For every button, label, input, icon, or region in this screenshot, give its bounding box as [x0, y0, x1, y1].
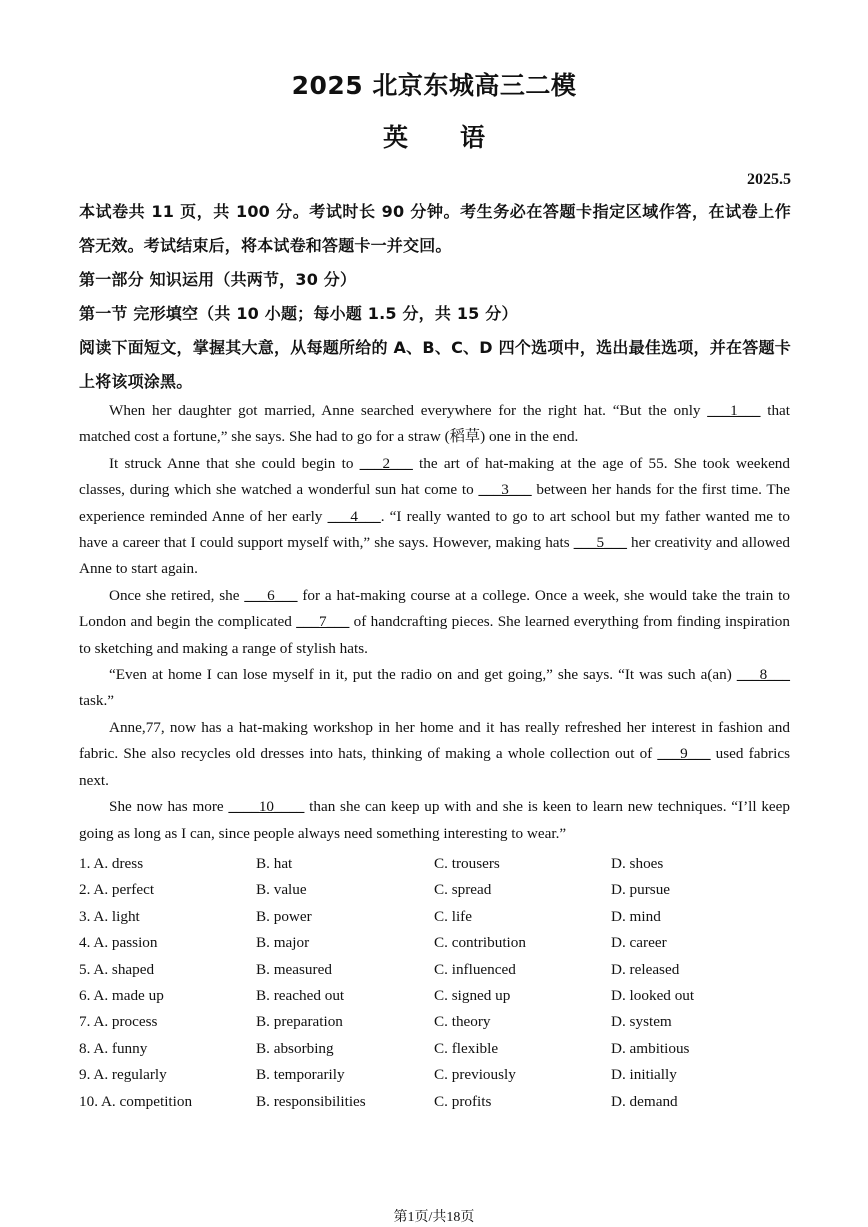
option-c: C. theory	[434, 1013, 491, 1031]
option-d: D. mind	[611, 907, 661, 925]
option-b: B. absorbing	[256, 1039, 334, 1057]
option-row	[79, 1062, 790, 1088]
option-a: 10. A. competition	[79, 1092, 193, 1110]
blank-3: ___3___	[478, 481, 532, 499]
option-c: C. life	[434, 907, 472, 925]
option-b: B. temporarily	[256, 1066, 345, 1084]
option-a: 8. A. funny	[79, 1039, 148, 1057]
option-c: C. signed up	[434, 986, 511, 1004]
option-a: 6. A. made up	[79, 986, 164, 1004]
option-c: C. trousers	[434, 855, 500, 872]
option-d: D. demand	[611, 1092, 678, 1110]
passage-paragraph: She now has more ____10____ than she can keep up with and she is keen to learn new techniques. “I’ll keep going as long as I can, since people always need something interesting to wear.”	[79, 798, 791, 842]
exam-note: 本试卷共 11 页，共 100 分。考试时长 90 分钟。考生务必在答题卡指定区域作答，在试卷上作答无效。考试结束后，将本试卷和答题卡一并交回。	[79, 202, 791, 255]
exam-date: 2025.5	[747, 171, 791, 188]
blank-2: ___2___	[359, 454, 413, 472]
option-d: D. pursue	[611, 881, 671, 899]
passage-paragraph: When her daughter got married, Anne searched everywhere for the right hat. “But the only ___1___ that matched cost a fortune,” she says. She had to go for a straw (稻草) one in the end.	[79, 402, 790, 446]
option-c: C. flexible	[434, 1039, 499, 1057]
instructions-block	[79, 195, 791, 399]
option-row	[79, 1089, 790, 1115]
blank-9: ___9___	[657, 745, 711, 763]
option-a: 7. A. process	[79, 1013, 158, 1031]
option-b: B. power	[256, 907, 312, 925]
cloze-passage	[79, 398, 790, 847]
directions: 阅读下面短文，掌握其大意，从每题所给的 A、B、C、D 四个选项中，选出最佳选项，并在答题卡上将该项涂黑。	[79, 338, 791, 391]
option-row	[79, 904, 790, 930]
blank-4: ___4___	[327, 507, 381, 525]
passage-paragraph: Once she retired, she ___6___ for a hat-making course at a college. Once a week, she would take the train to London and begin the complicated ___7___ of handcrafting pieces. She learned everything from finding inspiration to sketching and making a range of stylish hats.	[79, 586, 791, 657]
option-row	[79, 1009, 790, 1035]
option-d: D. initially	[611, 1066, 677, 1084]
option-a: 1. A. dress	[79, 855, 144, 872]
blank-7: ___7___	[296, 613, 350, 631]
option-row	[79, 1036, 790, 1062]
passage-paragraph: Anne,77, now has a hat-making workshop in her home and it has really refreshed her interest in fashion and fabric. She also recycles old dresses into hats, thinking of making a whole collection out of ___9___ used fabrics next.	[79, 718, 790, 789]
option-d: D. released	[611, 960, 680, 978]
options-table	[79, 851, 790, 1115]
option-c: C. contribution	[434, 934, 526, 952]
blank-5: ___5___	[573, 534, 627, 552]
passage-paragraph: “Even at home I can lose myself in it, put the radio on and get going,” she says. “It was such a(an) ___8___ task.”	[79, 666, 790, 710]
option-d: D. system	[611, 1013, 672, 1031]
option-b: B. responsibilities	[256, 1092, 366, 1110]
option-row	[79, 877, 790, 903]
option-a: 3. A. light	[79, 907, 140, 925]
option-row	[79, 983, 790, 1009]
option-c: C. spread	[434, 881, 492, 899]
option-b: B. measured	[256, 960, 332, 978]
subject-title: 英语	[382, 123, 537, 152]
blank-1: ___1___	[707, 402, 761, 419]
option-c: C. previously	[434, 1066, 516, 1084]
blank-10: ____10____	[228, 798, 305, 816]
page-number: 第1页/共18页	[393, 1210, 475, 1225]
option-row	[79, 851, 790, 877]
option-a: 5. A. shaped	[79, 960, 155, 978]
option-b: B. hat	[256, 855, 293, 872]
passage-paragraph: It struck Anne that she could begin to ___2___ the art of hat-making at the age of 55. She took weekend classes, during which she watched a wonderful sun hat come to ___3___ between her hands for the first time. The experience reminded Anne of her early ___4___. “I really wanted to go to art school but my father wanted me to have a career that I could support myself with,” she says. However, making hats ___5___ her creativity and allowed Anne to start again.	[79, 454, 790, 578]
option-a: 4. A. passion	[79, 934, 158, 952]
blank-6: ___6___	[244, 586, 298, 604]
option-d: D. looked out	[611, 986, 695, 1004]
option-c: C. influenced	[434, 960, 516, 978]
option-d: D. shoes	[611, 855, 664, 872]
option-row	[79, 957, 790, 983]
option-row	[79, 930, 790, 956]
option-d: D. ambitious	[611, 1039, 690, 1057]
section-heading: 第一节 完形填空（共 10 小题；每小题 1.5 分，共 15 分）	[79, 304, 518, 323]
option-a: 2. A. perfect	[79, 881, 155, 899]
option-b: B. reached out	[256, 986, 345, 1004]
exam-title: 2025 北京东城高三二模	[291, 71, 577, 100]
option-b: B. preparation	[256, 1013, 343, 1031]
option-c: C. profits	[434, 1092, 492, 1110]
option-b: B. value	[256, 881, 307, 899]
blank-8: ___8___	[736, 666, 790, 684]
option-a: 9. A. regularly	[79, 1066, 167, 1084]
option-b: B. major	[256, 934, 310, 952]
part-heading: 第一部分 知识运用（共两节，30 分）	[79, 270, 357, 289]
option-d: D. career	[611, 934, 667, 952]
